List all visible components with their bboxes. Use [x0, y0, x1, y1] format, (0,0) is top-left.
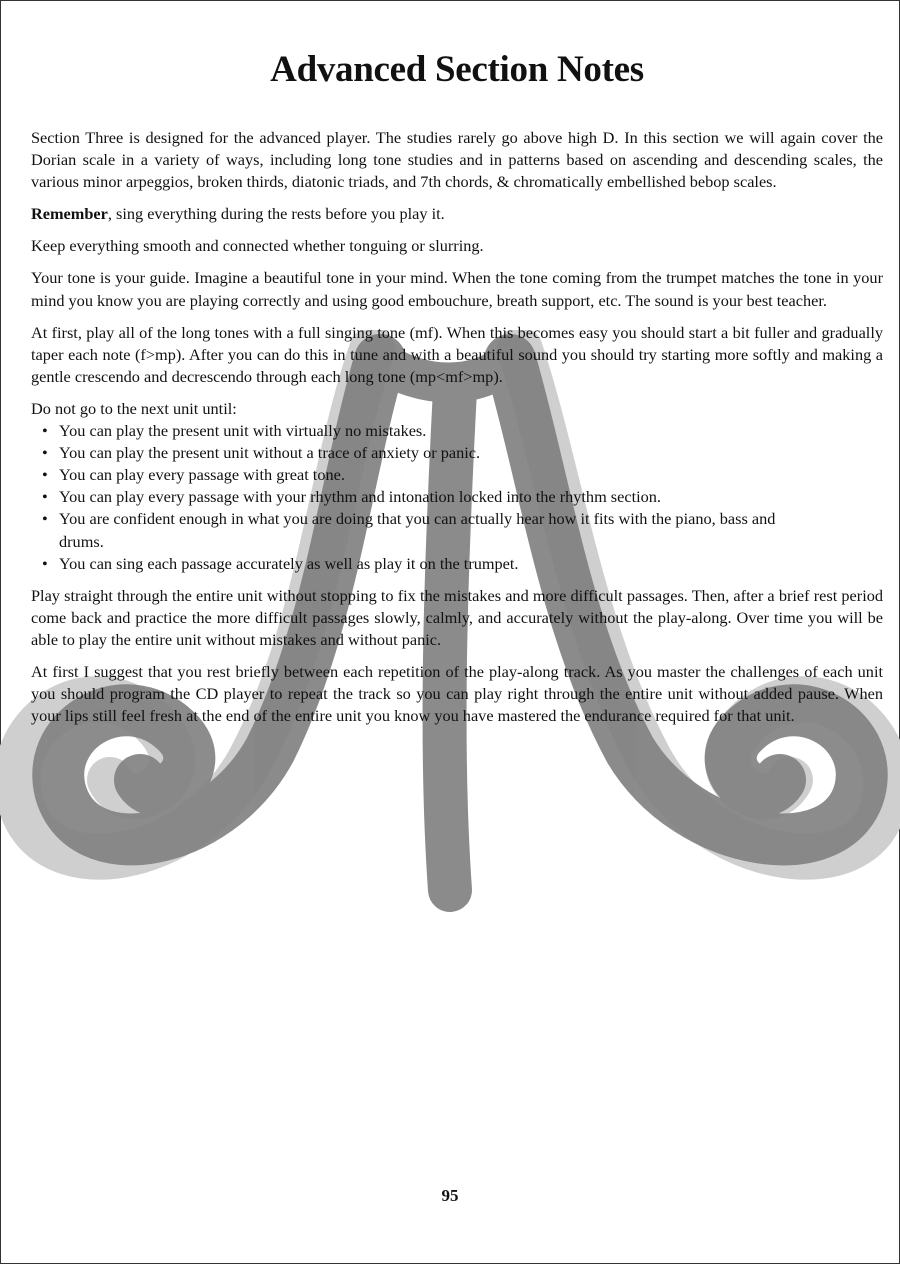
list-item: • You can play every passage with your rhythm and intonation locked into the rhythm section. — [31, 486, 819, 508]
paragraph-next-unit-intro: Do not go to the next unit until: — [31, 398, 237, 418]
bullet-icon: • — [42, 443, 48, 463]
bullet-icon: • — [42, 487, 48, 507]
remember-text: , sing everything during the rests before you play it. — [107, 204, 445, 224]
bullet-icon: • — [42, 421, 48, 441]
page-number: 95 — [441, 1186, 459, 1205]
paragraph-remember — [31, 203, 883, 225]
list-item: • You can play the present unit without a trace of anxiety or panic. — [31, 442, 819, 464]
list-item: • You can play the present unit with virtually no mistakes. — [31, 420, 819, 442]
paragraph-play-through: Play straight through the entire unit without stopping to fix the mistakes and more difficult passages. Then, after a brief rest period come back and practice the more difficult passages slowly, calmly, and accurately without the play-along. Over time you will be able to play the entire unit without mistakes and without panic. — [31, 585, 883, 649]
paragraph-rest-briefly: At first I suggest that you rest briefly between each repetition of the play-along track. As you master the challenges of each unit you should program the CD player to repeat the track so you can play right through the entire unit without added pause. When your lips still feel fresh at the end of the entire unit you know you have mastered the endurance required for that unit. — [31, 661, 883, 726]
bullet-icon: • — [42, 553, 48, 573]
paragraph-smooth: Keep everything smooth and connected whether tonguing or slurring. — [31, 236, 484, 256]
document-body — [31, 40, 883, 737]
paragraph-long-tones: At first, play all of the long tones with a full singing tone (mf). When this becomes easy you should start a bit fuller and gradually taper each note (f>mp). After you can do this in tune and with a beautiful sound you should try starting more softly and making a gentle crescendo and decrescendo through each long tone (mp<mf>mp). — [31, 322, 883, 386]
list-item: • You can play every passage with great tone. — [31, 464, 819, 486]
paragraph-intro: Section Three is designed for the advanced player. The studies rarely go above high D. In this section we will again cover the Dorian scale in a variety of ways, including long tone studies and in patterns based on ascending and descending scales, the various minor arpeggios, broken thirds, diatonic triads, and 7th chords, & chromatically embellished bebop scales. — [31, 128, 883, 192]
list-item: • You are confident enough in what you are doing that you can actually hear how it fits with the piano, bass and drums. — [42, 509, 776, 551]
bullet-icon: • — [42, 465, 48, 485]
bullet-icon: • — [42, 509, 48, 529]
list-item: • You can sing each passage accurately as well as play it on the trumpet. — [31, 553, 819, 575]
bullet-list — [31, 420, 883, 575]
page-title: Advanced Section Notes — [270, 49, 644, 90]
paragraph-tone: Your tone is your guide. Imagine a beautiful tone in your mind. When the tone coming from the trumpet matches the tone in your mind you know you are playing correctly and using good embouchure, breath support, etc. The sound is your best teacher. — [31, 268, 883, 310]
remember-bold-label: Remember — [31, 204, 108, 224]
